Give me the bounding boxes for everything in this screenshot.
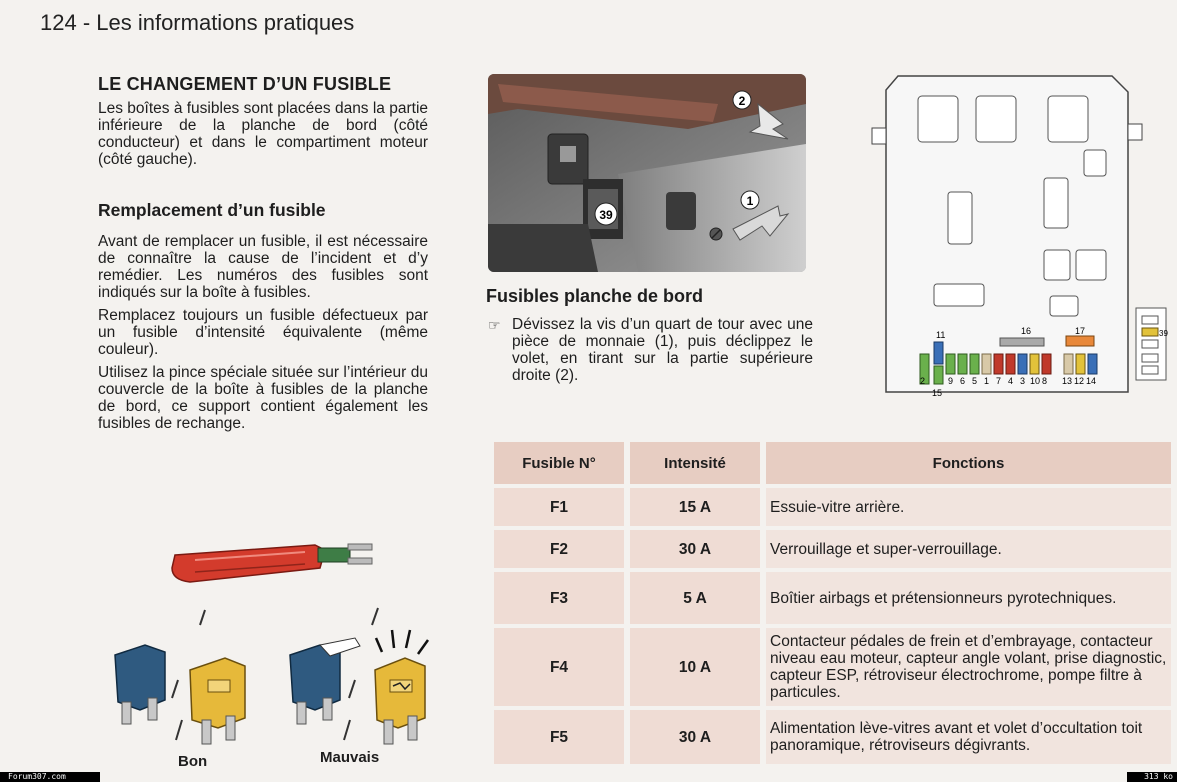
- cell-amp: 5 A: [630, 572, 760, 624]
- fuse-label-11: 11: [936, 330, 946, 340]
- svg-text:12: 12: [1074, 376, 1085, 386]
- table-header-row: [494, 442, 1171, 484]
- svg-text:3: 3: [1020, 376, 1026, 386]
- intro-paragraph: Les boîtes à fusibles sont placées dans la partie inférieure de la planche de bord (côté conducteur) et dans le compartiment moteur (côté gauche).: [98, 100, 429, 168]
- paragraph-replace: Remplacez toujours un fusible défectueux par un fusible d’intensité équivalente (même couleur).: [98, 307, 428, 358]
- fuse-label-17: 17: [1075, 326, 1086, 336]
- instruction-text: Dévissez la vis d’un quart de tour avec une pièce de monnaie (1), puis déclippez le volet, en tirant sur la partie supérieure droite (2).: [512, 316, 813, 384]
- fusebox-diagram: [868, 72, 1177, 400]
- cell-function: Boîtier airbags et prétensionneurs pyrotechniques.: [766, 572, 1171, 624]
- svg-text:6: 6: [960, 376, 966, 386]
- fuse-label-16: 16: [1021, 326, 1032, 336]
- svg-text:8: 8: [1042, 376, 1048, 386]
- sub-title: Remplacement d’un fusible: [98, 200, 326, 220]
- fuse-table: [488, 438, 1177, 768]
- left-column: [98, 74, 428, 432]
- svg-text:4: 4: [1008, 376, 1014, 386]
- fuse-pliers-icon: [172, 544, 372, 582]
- good-fuse-yellow-icon: [190, 658, 245, 744]
- table-row: [494, 488, 1171, 526]
- header-fuse: Fusible N°: [494, 442, 624, 484]
- pliers-and-fuses-drawing: [100, 530, 440, 770]
- paragraph-pliers: Utilisez la pince spéciale située sur l’intérieur du couvercle de la boîte à fusibles de la planche de bord, ce support contient également les fusibles de rechange.: [98, 364, 428, 432]
- fuse-11: [934, 342, 943, 364]
- dashboard-fuses-title: Fusibles planche de bord: [486, 286, 704, 306]
- table-row: [494, 628, 1171, 706]
- dashboard-fusebox-photo: [488, 74, 806, 272]
- cell-amp: 10 A: [630, 628, 760, 706]
- footer-filesize: 313 ko: [1127, 772, 1177, 782]
- section-title: LE CHANGEMENT D’UN FUSIBLE: [98, 74, 392, 94]
- bad-fuse-yellow-icon: [375, 630, 428, 744]
- cell-fuse: F3: [494, 572, 624, 624]
- svg-text:13: 13: [1062, 376, 1073, 386]
- table-row: [494, 710, 1171, 764]
- cell-fuse: F5: [494, 710, 624, 764]
- instruction-bullet: [488, 316, 813, 384]
- svg-text:2: 2: [920, 376, 926, 386]
- dashboard-photo: [488, 74, 806, 272]
- cell-amp: 15 A: [630, 488, 760, 526]
- svg-text:14: 14: [1086, 376, 1097, 386]
- cell-function: Alimentation lève-vitres avant et volet d’occultation toit panoramique, rétroviseurs dégivrants.: [766, 710, 1171, 764]
- table-row: [494, 572, 1171, 624]
- cell-fuse: F4: [494, 628, 624, 706]
- label-good: Bon: [178, 753, 208, 770]
- table-row: [494, 530, 1171, 568]
- bad-fuse-blue-icon: [290, 638, 360, 724]
- header-amp: Intensité: [630, 442, 760, 484]
- header-functions: Fonctions: [766, 442, 1171, 484]
- footer-watermark: Forum307.com: [0, 772, 100, 782]
- svg-text:7: 7: [996, 376, 1002, 386]
- paragraph-cause: Avant de remplacer un fusible, il est nécessaire de connaître la cause de l’incident et d’y remédier. Les numéros des fusibles sont indiqués sur la boîte à fusibles.: [98, 233, 428, 301]
- fuse-illustration: [100, 530, 440, 770]
- svg-text:1: 1: [984, 376, 990, 386]
- svg-text:10: 10: [1030, 376, 1041, 386]
- fuse-label-15: 15: [932, 388, 943, 398]
- cell-function: Verrouillage et super-verrouillage.: [766, 530, 1171, 568]
- cell-function: Contacteur pédales de frein et d’embrayage, contacteur niveau eau moteur, capteur angle volant, prise diagnostic, capteur ESP, rétroviseur électrochrome, pompe filtre à particules.: [766, 628, 1171, 706]
- svg-text:5: 5: [972, 376, 978, 386]
- label-bad: Mauvais: [320, 749, 380, 766]
- callout-39: 39: [599, 208, 613, 222]
- fuse-16: [1000, 338, 1044, 346]
- cell-function: Essuie-vitre arrière.: [766, 488, 1171, 526]
- cell-amp: 30 A: [630, 710, 760, 764]
- callout-2: 2: [738, 94, 746, 108]
- cell-fuse: F1: [494, 488, 624, 526]
- cell-fuse: F2: [494, 530, 624, 568]
- fusebox-layout-drawing: [868, 72, 1177, 400]
- callout-1: 1: [746, 194, 754, 208]
- page-header: 124 - Les informations pratiques: [40, 10, 355, 35]
- svg-text:9: 9: [948, 376, 954, 386]
- cell-amp: 30 A: [630, 530, 760, 568]
- good-fuse-blue-icon: [115, 645, 165, 724]
- pointing-hand-icon: ☞: [488, 317, 501, 333]
- fuse-17: [1066, 336, 1094, 346]
- fuse-label-39: 39: [1159, 329, 1168, 338]
